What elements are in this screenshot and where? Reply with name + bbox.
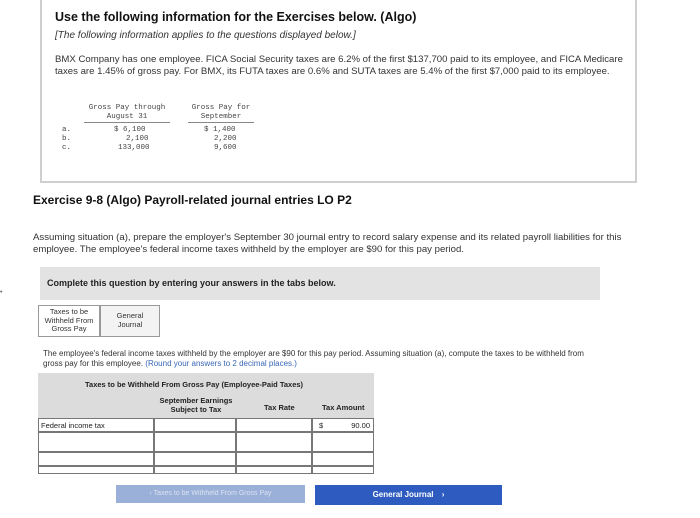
row-2-label[interactable] [38,432,154,452]
row-1-earnings-input[interactable] [154,418,236,432]
chevron-right-icon: › [441,490,445,499]
row-3-earnings-input[interactable] [154,452,236,466]
instruction-bar [40,267,600,300]
col-through-header: Gross Pay through August 31 [84,104,170,123]
row-2-amount-input[interactable] [312,432,374,452]
exercise-text: Assuming situation (a), prepare the employer's September 30 journal entry to record salary expense and its related payroll liabilities for this employee. The employee's federal income taxes withheld by the employer are $90 for this pay period. [33,232,622,255]
row-4-earnings-input[interactable] [154,466,236,474]
row-3-amount-input[interactable] [312,452,374,466]
row-c-label: c. [62,144,72,152]
table-header [38,373,374,418]
row-1-amount-input[interactable]: $ 90.00 [312,418,374,432]
info-subtitle: [The following information applies to the questions displayed below.] [55,30,356,41]
table-title: Taxes to be Withheld From Gross Pay (Employee-Paid Taxes) [85,380,304,389]
round-note: (Round your answers to 2 decimal places.) [145,359,297,368]
chevron-left-icon: ‹ [149,490,152,497]
row-4-amount-input[interactable] [312,466,374,474]
info-title: Use the following information for the Exercises below. (Algo) [55,10,417,24]
question-text: The employee's federal income taxes withheld by the employer are $90 for this pay period. Assuming situation (a), compute the taxes to be withheld from gross pay for this employee. (Round your answers to 2 decimal places.) [43,349,584,368]
prev-tab-button[interactable]: ‹ Taxes to be Withheld From Gross Pay [116,485,305,503]
row-1-rate-input[interactable] [236,418,312,432]
row-4-label[interactable] [38,466,154,474]
next-tab-button[interactable]: General Journal › [315,485,502,505]
row-a-label: a. [62,126,72,134]
row-3-rate-input[interactable] [236,452,312,466]
col-earnings-header: September Earnings Subject to Tax [159,396,233,414]
row-a-through: $ 6,100 [114,126,146,134]
row-b-label: b. [62,135,72,143]
row-b-september: 2,200 [214,135,237,143]
col-september-header: Gross Pay for September [188,104,254,123]
row-3-label[interactable] [38,452,154,466]
row-c-through: 133,000 [118,144,150,152]
tab-taxes-withheld[interactable]: Taxes to be Withheld From Gross Pay [38,305,100,337]
situation-table [62,104,282,164]
row-a-september: $ 1,400 [204,126,236,134]
row-1-label[interactable]: Federal income tax [38,418,154,432]
col-amount-header: Tax Amount [322,403,365,412]
tab-general-journal[interactable]: General Journal [100,305,160,337]
row-b-through: 2,100 [126,135,149,143]
edge-marker: • [0,289,3,296]
row-2-earnings-input[interactable] [154,432,236,452]
info-text: BMX Company has one employee. FICA Social Security taxes are 6.2% of the first $137,700 paid to its employee, and FICA Medicare taxes are 1.45% of gross pay. For BMX, its FUTA taxes are 0.6% and SUTA taxes are 5.4% of the first $7,000 paid to its employee. [55,54,623,77]
instruction-text: Complete this question by entering your answers in the tabs below. [47,278,336,288]
row-2-rate-input[interactable] [236,432,312,452]
row-4-rate-input[interactable] [236,466,312,474]
row-c-september: 9,600 [214,144,237,152]
exercise-title: Exercise 9-8 (Algo) Payroll-related journal entries LO P2 [33,193,352,207]
col-rate-header: Tax Rate [264,403,295,412]
